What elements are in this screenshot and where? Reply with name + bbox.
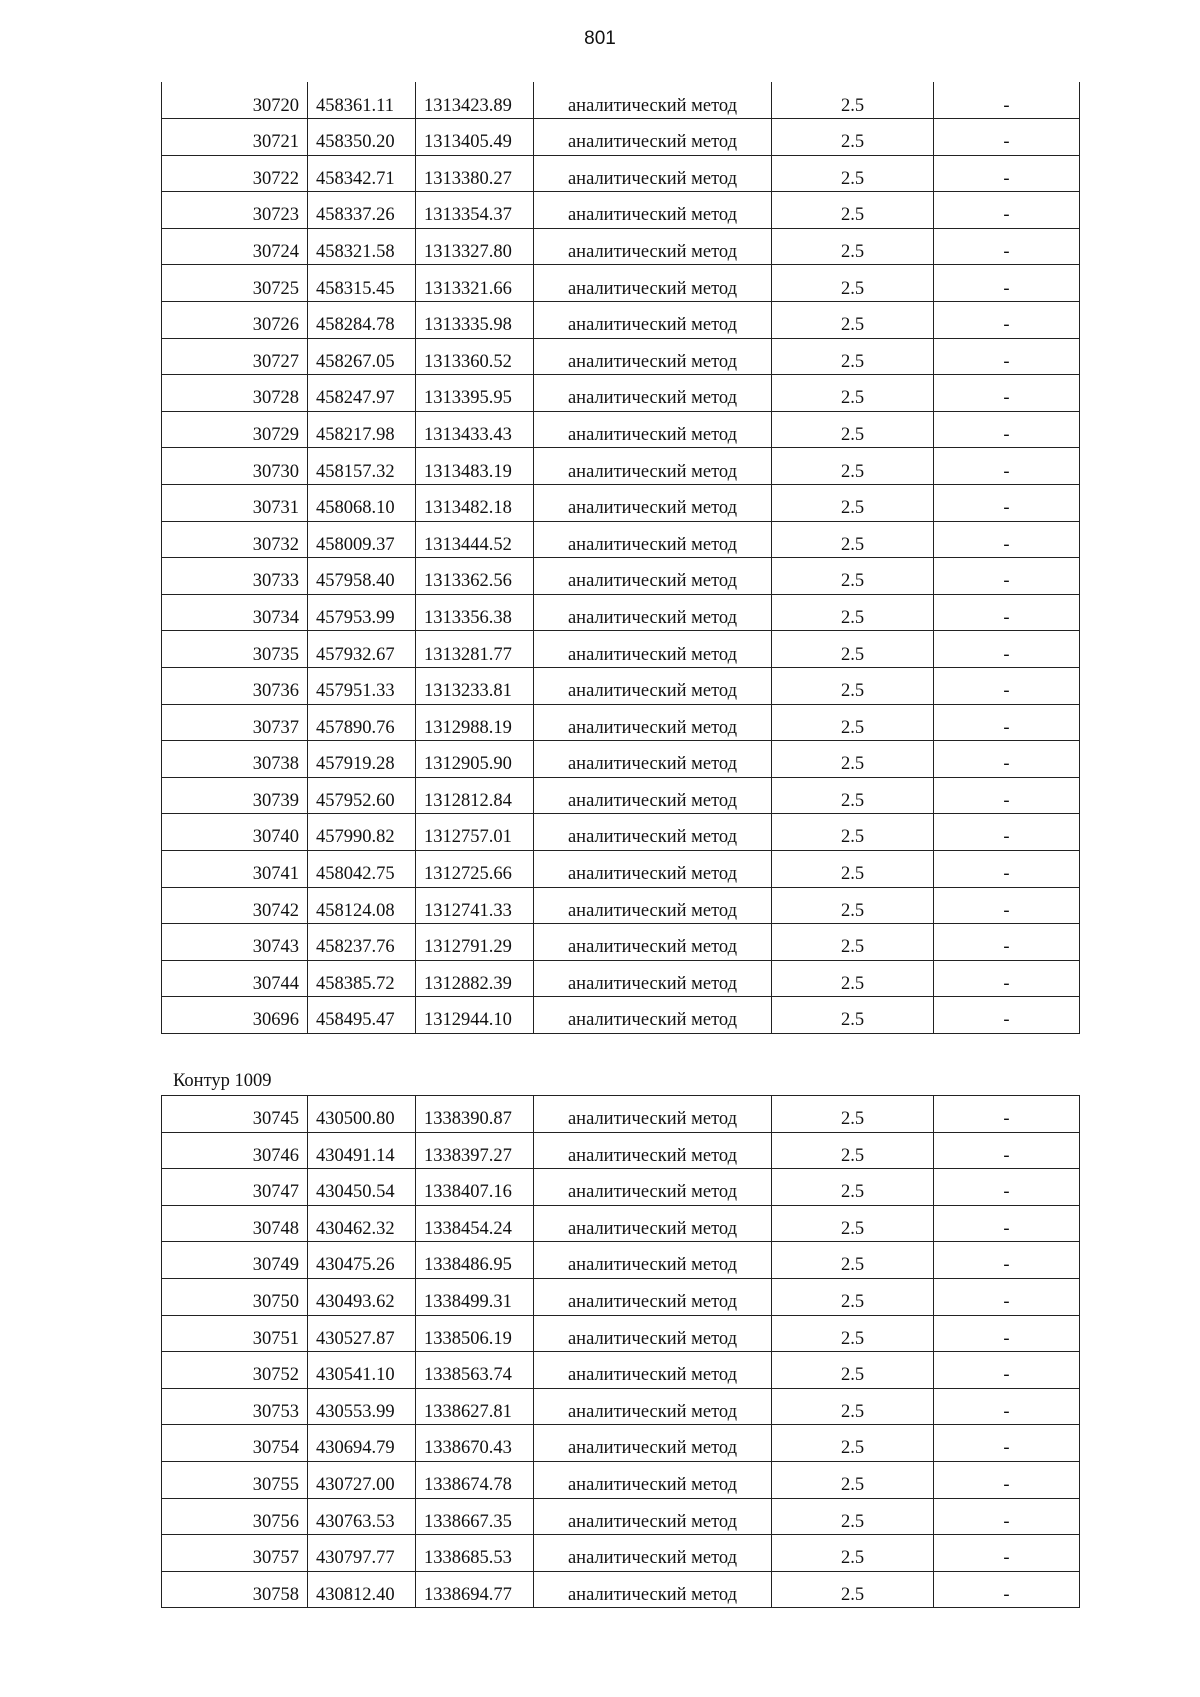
description-cell: -: [934, 155, 1080, 192]
method-cell: аналитический метод: [534, 302, 772, 339]
description-cell: -: [934, 1352, 1080, 1389]
x-coordinate-cell: 457932.67: [308, 631, 416, 668]
x-coordinate-cell: 458321.58: [308, 228, 416, 265]
table-row: [162, 1498, 1080, 1535]
method-cell: аналитический метод: [534, 924, 772, 961]
point-number-cell: 30749: [162, 1242, 308, 1279]
description-cell: -: [934, 850, 1080, 887]
table-row: [162, 887, 1080, 924]
table-row: [162, 1205, 1080, 1242]
method-cell: аналитический метод: [534, 887, 772, 924]
table-row: [162, 228, 1080, 265]
accuracy-cell: 2.5: [772, 850, 934, 887]
accuracy-cell: 2.5: [772, 1425, 934, 1462]
accuracy-cell: 2.5: [772, 338, 934, 375]
y-coordinate-cell: 1313354.37: [416, 192, 534, 229]
point-number-cell: 30755: [162, 1461, 308, 1498]
point-number-cell: 30729: [162, 411, 308, 448]
x-coordinate-cell: 430491.14: [308, 1132, 416, 1169]
description-cell: -: [934, 82, 1080, 119]
x-coordinate-cell: 458267.05: [308, 338, 416, 375]
point-number-cell: 30720: [162, 82, 308, 119]
y-coordinate-cell: 1312725.66: [416, 850, 534, 887]
description-cell: -: [934, 1425, 1080, 1462]
y-coordinate-cell: 1313444.52: [416, 521, 534, 558]
method-cell: аналитический метод: [534, 448, 772, 485]
y-coordinate-cell: 1313360.52: [416, 338, 534, 375]
y-coordinate-cell: 1338563.74: [416, 1352, 534, 1389]
point-number-cell: 30739: [162, 777, 308, 814]
x-coordinate-cell: 458284.78: [308, 302, 416, 339]
accuracy-cell: 2.5: [772, 265, 934, 302]
accuracy-cell: 2.5: [772, 1535, 934, 1572]
table-row: [162, 1132, 1080, 1169]
x-coordinate-cell: 430462.32: [308, 1205, 416, 1242]
y-coordinate-cell: 1313433.43: [416, 411, 534, 448]
table-row: [162, 814, 1080, 851]
accuracy-cell: 2.5: [772, 668, 934, 705]
table-row: [162, 302, 1080, 339]
table-row: [162, 82, 1080, 119]
method-cell: аналитический метод: [534, 411, 772, 448]
y-coordinate-cell: 1312882.39: [416, 960, 534, 997]
y-coordinate-cell: 1313395.95: [416, 375, 534, 412]
table-row: [162, 1535, 1080, 1572]
table-row: [162, 997, 1080, 1034]
description-cell: -: [934, 1132, 1080, 1169]
table-row: [162, 631, 1080, 668]
point-number-cell: 30726: [162, 302, 308, 339]
accuracy-cell: 2.5: [772, 741, 934, 778]
y-coordinate-cell: 1338506.19: [416, 1315, 534, 1352]
method-cell: аналитический метод: [534, 1096, 772, 1133]
table-row: [162, 338, 1080, 375]
y-coordinate-cell: 1338499.31: [416, 1278, 534, 1315]
y-coordinate-cell: 1313321.66: [416, 265, 534, 302]
accuracy-cell: 2.5: [772, 924, 934, 961]
method-cell: аналитический метод: [534, 1205, 772, 1242]
method-cell: аналитический метод: [534, 1169, 772, 1206]
method-cell: аналитический метод: [534, 741, 772, 778]
point-number-cell: 30754: [162, 1425, 308, 1462]
method-cell: аналитический метод: [534, 82, 772, 119]
x-coordinate-cell: 458385.72: [308, 960, 416, 997]
description-cell: -: [934, 631, 1080, 668]
accuracy-cell: 2.5: [772, 1205, 934, 1242]
table-row: [162, 265, 1080, 302]
x-coordinate-cell: 457990.82: [308, 814, 416, 851]
x-coordinate-cell: 430475.26: [308, 1242, 416, 1279]
point-number-cell: 30721: [162, 119, 308, 156]
y-coordinate-cell: 1338627.81: [416, 1388, 534, 1425]
table-row: [162, 704, 1080, 741]
y-coordinate-cell: 1338486.95: [416, 1242, 534, 1279]
table-row: [162, 1242, 1080, 1279]
y-coordinate-cell: 1313483.19: [416, 448, 534, 485]
description-cell: -: [934, 192, 1080, 229]
table-row: [162, 119, 1080, 156]
method-cell: аналитический метод: [534, 1278, 772, 1315]
point-number-cell: 30696: [162, 997, 308, 1034]
x-coordinate-cell: 457890.76: [308, 704, 416, 741]
table-row: [162, 1461, 1080, 1498]
accuracy-cell: 2.5: [772, 411, 934, 448]
method-cell: аналитический метод: [534, 1535, 772, 1572]
point-number-cell: 30730: [162, 448, 308, 485]
y-coordinate-cell: 1313405.49: [416, 119, 534, 156]
table-row: [162, 1425, 1080, 1462]
y-coordinate-cell: 1312812.84: [416, 777, 534, 814]
x-coordinate-cell: 430500.80: [308, 1096, 416, 1133]
y-coordinate-cell: 1313233.81: [416, 668, 534, 705]
contour-label: Контур 1009: [173, 1071, 272, 1091]
accuracy-cell: 2.5: [772, 558, 934, 595]
accuracy-cell: 2.5: [772, 1242, 934, 1279]
method-cell: аналитический метод: [534, 521, 772, 558]
accuracy-cell: 2.5: [772, 1278, 934, 1315]
method-cell: аналитический метод: [534, 485, 772, 522]
accuracy-cell: 2.5: [772, 228, 934, 265]
description-cell: -: [934, 558, 1080, 595]
y-coordinate-cell: 1338670.43: [416, 1425, 534, 1462]
description-cell: -: [934, 1498, 1080, 1535]
x-coordinate-cell: 457953.99: [308, 594, 416, 631]
x-coordinate-cell: 457952.60: [308, 777, 416, 814]
y-coordinate-cell: 1313423.89: [416, 82, 534, 119]
y-coordinate-cell: 1313380.27: [416, 155, 534, 192]
y-coordinate-cell: 1338397.27: [416, 1132, 534, 1169]
method-cell: аналитический метод: [534, 1425, 772, 1462]
description-cell: -: [934, 1315, 1080, 1352]
point-number-cell: 30740: [162, 814, 308, 851]
description-cell: -: [934, 997, 1080, 1034]
accuracy-cell: 2.5: [772, 155, 934, 192]
coordinates-table-body: [162, 1096, 1080, 1608]
accuracy-cell: 2.5: [772, 777, 934, 814]
point-number-cell: 30752: [162, 1352, 308, 1389]
table-row: [162, 850, 1080, 887]
table-row: [162, 594, 1080, 631]
table-row: [162, 1169, 1080, 1206]
x-coordinate-cell: 458315.45: [308, 265, 416, 302]
y-coordinate-cell: 1338694.77: [416, 1571, 534, 1608]
x-coordinate-cell: 458157.32: [308, 448, 416, 485]
x-coordinate-cell: 430797.77: [308, 1535, 416, 1572]
method-cell: аналитический метод: [534, 997, 772, 1034]
point-number-cell: 30751: [162, 1315, 308, 1352]
description-cell: -: [934, 814, 1080, 851]
description-cell: -: [934, 1242, 1080, 1279]
coordinates-table-body: [162, 82, 1080, 1033]
description-cell: -: [934, 1388, 1080, 1425]
description-cell: -: [934, 448, 1080, 485]
accuracy-cell: 2.5: [772, 1388, 934, 1425]
point-number-cell: 30734: [162, 594, 308, 631]
y-coordinate-cell: 1313362.56: [416, 558, 534, 595]
method-cell: аналитический метод: [534, 1571, 772, 1608]
method-cell: аналитический метод: [534, 1388, 772, 1425]
accuracy-cell: 2.5: [772, 997, 934, 1034]
x-coordinate-cell: 458124.08: [308, 887, 416, 924]
description-cell: -: [934, 960, 1080, 997]
description-cell: -: [934, 741, 1080, 778]
x-coordinate-cell: 458361.11: [308, 82, 416, 119]
method-cell: аналитический метод: [534, 558, 772, 595]
y-coordinate-cell: 1313335.98: [416, 302, 534, 339]
description-cell: -: [934, 887, 1080, 924]
x-coordinate-cell: 430450.54: [308, 1169, 416, 1206]
description-cell: -: [934, 1096, 1080, 1133]
table-row: [162, 1388, 1080, 1425]
table-row: [162, 1352, 1080, 1389]
accuracy-cell: 2.5: [772, 1315, 934, 1352]
point-number-cell: 30725: [162, 265, 308, 302]
point-number-cell: 30733: [162, 558, 308, 595]
x-coordinate-cell: 430493.62: [308, 1278, 416, 1315]
table-row: [162, 1315, 1080, 1352]
description-cell: -: [934, 375, 1080, 412]
point-number-cell: 30753: [162, 1388, 308, 1425]
point-number-cell: 30728: [162, 375, 308, 412]
point-number-cell: 30745: [162, 1096, 308, 1133]
accuracy-cell: 2.5: [772, 704, 934, 741]
accuracy-cell: 2.5: [772, 82, 934, 119]
point-number-cell: 30746: [162, 1132, 308, 1169]
description-cell: -: [934, 119, 1080, 156]
y-coordinate-cell: 1338390.87: [416, 1096, 534, 1133]
x-coordinate-cell: 430553.99: [308, 1388, 416, 1425]
method-cell: аналитический метод: [534, 119, 772, 156]
description-cell: -: [934, 777, 1080, 814]
point-number-cell: 30737: [162, 704, 308, 741]
description-cell: -: [934, 411, 1080, 448]
x-coordinate-cell: 458247.97: [308, 375, 416, 412]
y-coordinate-cell: 1312791.29: [416, 924, 534, 961]
accuracy-cell: 2.5: [772, 1169, 934, 1206]
description-cell: -: [934, 228, 1080, 265]
table-row: [162, 521, 1080, 558]
table-row: [162, 1096, 1080, 1133]
accuracy-cell: 2.5: [772, 302, 934, 339]
y-coordinate-cell: 1338685.53: [416, 1535, 534, 1572]
point-number-cell: 30738: [162, 741, 308, 778]
point-number-cell: 30731: [162, 485, 308, 522]
x-coordinate-cell: 458217.98: [308, 411, 416, 448]
method-cell: аналитический метод: [534, 1352, 772, 1389]
x-coordinate-cell: 457958.40: [308, 558, 416, 595]
accuracy-cell: 2.5: [772, 119, 934, 156]
table-row: [162, 375, 1080, 412]
table-row: [162, 924, 1080, 961]
table-row: [162, 448, 1080, 485]
x-coordinate-cell: 458495.47: [308, 997, 416, 1034]
method-cell: аналитический метод: [534, 1315, 772, 1352]
y-coordinate-cell: 1312905.90: [416, 741, 534, 778]
point-number-cell: 30758: [162, 1571, 308, 1608]
table-row: [162, 411, 1080, 448]
point-number-cell: 30750: [162, 1278, 308, 1315]
point-number-cell: 30732: [162, 521, 308, 558]
x-coordinate-cell: 430541.10: [308, 1352, 416, 1389]
description-cell: -: [934, 521, 1080, 558]
x-coordinate-cell: 458042.75: [308, 850, 416, 887]
table-row: [162, 558, 1080, 595]
point-number-cell: 30744: [162, 960, 308, 997]
y-coordinate-cell: 1338667.35: [416, 1498, 534, 1535]
y-coordinate-cell: 1338454.24: [416, 1205, 534, 1242]
method-cell: аналитический метод: [534, 850, 772, 887]
description-cell: -: [934, 1278, 1080, 1315]
point-number-cell: 30736: [162, 668, 308, 705]
x-coordinate-cell: 458068.10: [308, 485, 416, 522]
x-coordinate-cell: 458337.26: [308, 192, 416, 229]
point-number-cell: 30757: [162, 1535, 308, 1572]
x-coordinate-cell: 458009.37: [308, 521, 416, 558]
y-coordinate-cell: 1313327.80: [416, 228, 534, 265]
method-cell: аналитический метод: [534, 631, 772, 668]
accuracy-cell: 2.5: [772, 521, 934, 558]
y-coordinate-cell: 1312944.10: [416, 997, 534, 1034]
x-coordinate-cell: 430812.40: [308, 1571, 416, 1608]
x-coordinate-cell: 430694.79: [308, 1425, 416, 1462]
description-cell: -: [934, 1169, 1080, 1206]
coordinates-table-continued: [161, 82, 1080, 1034]
x-coordinate-cell: 458342.71: [308, 155, 416, 192]
table-row: [162, 485, 1080, 522]
x-coordinate-cell: 430763.53: [308, 1498, 416, 1535]
accuracy-cell: 2.5: [772, 960, 934, 997]
description-cell: -: [934, 265, 1080, 302]
y-coordinate-cell: 1313356.38: [416, 594, 534, 631]
method-cell: аналитический метод: [534, 777, 772, 814]
description-cell: -: [934, 485, 1080, 522]
description-cell: -: [934, 1571, 1080, 1608]
description-cell: -: [934, 302, 1080, 339]
method-cell: аналитический метод: [534, 1242, 772, 1279]
description-cell: -: [934, 1205, 1080, 1242]
description-cell: -: [934, 1535, 1080, 1572]
point-number-cell: 30748: [162, 1205, 308, 1242]
point-number-cell: 30742: [162, 887, 308, 924]
page-number: 801: [584, 28, 616, 49]
point-number-cell: 30722: [162, 155, 308, 192]
x-coordinate-cell: 457919.28: [308, 741, 416, 778]
method-cell: аналитический метод: [534, 192, 772, 229]
description-cell: -: [934, 594, 1080, 631]
x-coordinate-cell: 430527.87: [308, 1315, 416, 1352]
method-cell: аналитический метод: [534, 265, 772, 302]
accuracy-cell: 2.5: [772, 485, 934, 522]
table-row: [162, 192, 1080, 229]
point-number-cell: 30741: [162, 850, 308, 887]
method-cell: аналитический метод: [534, 814, 772, 851]
description-cell: -: [934, 704, 1080, 741]
point-number-cell: 30724: [162, 228, 308, 265]
accuracy-cell: 2.5: [772, 375, 934, 412]
accuracy-cell: 2.5: [772, 814, 934, 851]
y-coordinate-cell: 1312741.33: [416, 887, 534, 924]
accuracy-cell: 2.5: [772, 1096, 934, 1133]
y-coordinate-cell: 1313482.18: [416, 485, 534, 522]
table-row: [162, 777, 1080, 814]
method-cell: аналитический метод: [534, 228, 772, 265]
accuracy-cell: 2.5: [772, 448, 934, 485]
point-number-cell: 30723: [162, 192, 308, 229]
method-cell: аналитический метод: [534, 155, 772, 192]
y-coordinate-cell: 1312757.01: [416, 814, 534, 851]
method-cell: аналитический метод: [534, 1132, 772, 1169]
y-coordinate-cell: 1312988.19: [416, 704, 534, 741]
table-row: [162, 741, 1080, 778]
method-cell: аналитический метод: [534, 668, 772, 705]
accuracy-cell: 2.5: [772, 594, 934, 631]
table-row: [162, 960, 1080, 997]
x-coordinate-cell: 430727.00: [308, 1461, 416, 1498]
accuracy-cell: 2.5: [772, 1571, 934, 1608]
x-coordinate-cell: 457951.33: [308, 668, 416, 705]
coordinates-table-contour: [161, 1095, 1080, 1608]
method-cell: аналитический метод: [534, 338, 772, 375]
description-cell: -: [934, 924, 1080, 961]
table-row: [162, 1278, 1080, 1315]
x-coordinate-cell: 458237.76: [308, 924, 416, 961]
accuracy-cell: 2.5: [772, 631, 934, 668]
method-cell: аналитический метод: [534, 375, 772, 412]
method-cell: аналитический метод: [534, 1461, 772, 1498]
point-number-cell: 30735: [162, 631, 308, 668]
accuracy-cell: 2.5: [772, 1132, 934, 1169]
table-row: [162, 155, 1080, 192]
method-cell: аналитический метод: [534, 1498, 772, 1535]
table-row: [162, 1571, 1080, 1608]
method-cell: аналитический метод: [534, 594, 772, 631]
description-cell: -: [934, 338, 1080, 375]
y-coordinate-cell: 1338407.16: [416, 1169, 534, 1206]
accuracy-cell: 2.5: [772, 887, 934, 924]
accuracy-cell: 2.5: [772, 1352, 934, 1389]
x-coordinate-cell: 458350.20: [308, 119, 416, 156]
y-coordinate-cell: 1338674.78: [416, 1461, 534, 1498]
point-number-cell: 30756: [162, 1498, 308, 1535]
method-cell: аналитический метод: [534, 960, 772, 997]
point-number-cell: 30747: [162, 1169, 308, 1206]
point-number-cell: 30743: [162, 924, 308, 961]
accuracy-cell: 2.5: [772, 192, 934, 229]
accuracy-cell: 2.5: [772, 1498, 934, 1535]
accuracy-cell: 2.5: [772, 1461, 934, 1498]
method-cell: аналитический метод: [534, 704, 772, 741]
description-cell: -: [934, 1461, 1080, 1498]
point-number-cell: 30727: [162, 338, 308, 375]
description-cell: -: [934, 668, 1080, 705]
table-row: [162, 668, 1080, 705]
y-coordinate-cell: 1313281.77: [416, 631, 534, 668]
